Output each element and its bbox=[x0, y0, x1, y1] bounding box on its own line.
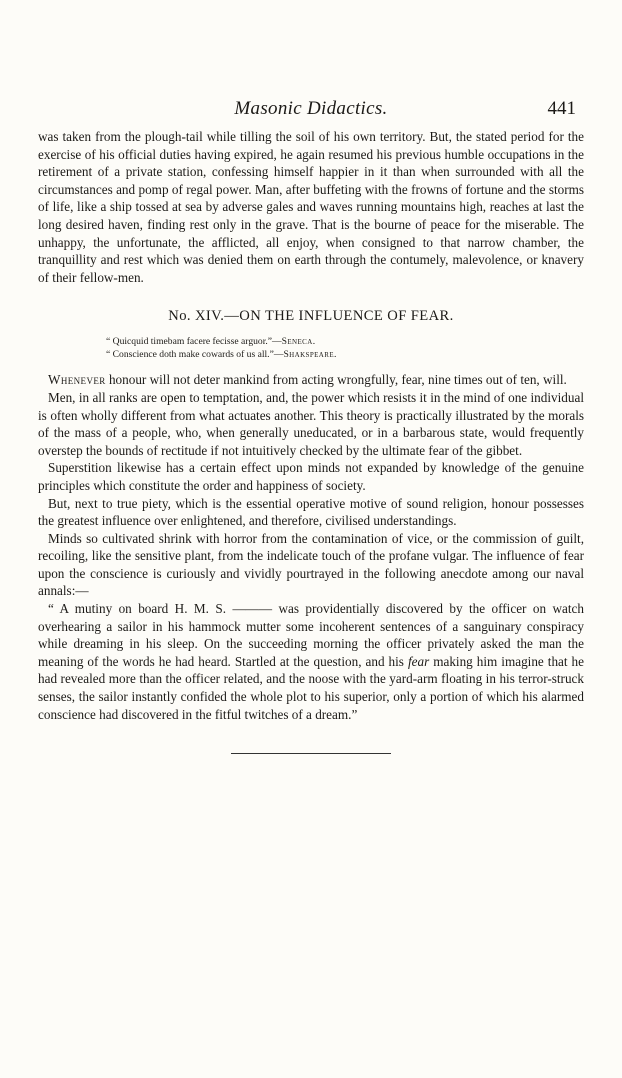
running-head bbox=[38, 98, 584, 128]
end-rule bbox=[231, 753, 391, 754]
running-title: Masonic Didactics. bbox=[234, 98, 388, 119]
opening-word: Whenever bbox=[48, 372, 106, 388]
page-number: 441 bbox=[547, 98, 576, 119]
essay-paragraph-3: Superstition likewise has a certain effect upon minds not expanded by knowledge of the genuine principles which constitute the order and happiness of society. bbox=[38, 460, 584, 493]
epigraphs bbox=[106, 335, 584, 361]
epigraph-author: Seneca. bbox=[281, 336, 316, 348]
essay-paragraph-4: But, next to true piety, which is the essential operative motive of sound religion, honour possesses the greatest influence over enlightened, and therefore, civilised understandings. bbox=[38, 495, 584, 529]
essay-paragraph-2: Men, in all ranks are open to temptation, and, the power which resists it in the mind of one individual is often wholly different from what actuates another. This theory is practically illustrated by the morals of the mass of a people, who, when generally uneducated, or in a barbarous state, would frequently overstep the bounds of rectitude if not intuitively checked by the ultimate fear of the gibbet. bbox=[38, 389, 584, 458]
essay-paragraph-5: Minds so cultivated shrink with horror from the contamination of vice, or the commission of guilt, recoiling, like the sensitive plant, from the indelicate touch of the profane vulgar. The influence of fear upon the conscience is curiously and vividly pourtrayed in the following anecdote among our naval annals:— bbox=[38, 530, 584, 599]
essay-title: No. XIV.—ON THE INFLUENCE OF FEAR. bbox=[168, 308, 454, 325]
continuation-paragraph: was taken from the plough-tail while tilling the soil of his own territory. But, the stated period for the exercise of his official duties having expired, he again resumed his previous humble occupations in the retirement of a private station, confessing himself happier in it than when surrounded with all the circumstances and pomp of regal power. Man, after buffeting with the frowns of fortune and the storms of life, like a ship tossed at sea by adverse gales and waves running mountains high, reaches at last the long desired haven, finding rest only in the grave. That is the bourne of peace for the miserable. The unhappy, the unfortunate, the afflicted, all enjoy, when consigned to that narrow chamber, the tranquillity and rest which was denied them on earth through the contumely, malevolence, or knavery of their fellow-men. bbox=[38, 129, 584, 285]
emphasis-fear: fear bbox=[407, 653, 430, 669]
essay-paragraph-1: Whenever honour will not deter mankind from acting wrongfully, fear, nine times out of ten, will. bbox=[48, 372, 567, 388]
book-page bbox=[38, 98, 584, 754]
epigraph-author: Shakspeare. bbox=[283, 349, 337, 361]
essay-paragraph-6: “ A mutiny on board H. M. S. ——— was providentially discovered by the officer on watch overhearing a sailor in his hammock mutter some incoherent sentences of a sanguinary conspiracy while dreaming in his sleep. On the succeeding morning the officer privately asked the man the meaning of the words he had heard. Startled at the question, and his fear making him imagine that he had revealed more than the officer related, and the noose with the yard-arm floating in his terror-struck senses, the sailor instantly confided the whole plot to his superior, only a portion of which his alarmed conscience had discovered in the fitful twitches of a dream.” bbox=[38, 601, 585, 722]
epigraph-shakspeare: “ Conscience doth make cowards of us all.”—Shakspeare. bbox=[106, 349, 337, 361]
epigraph-seneca: “ Quicquid timebam facere fecisse arguor.”—Seneca. bbox=[106, 336, 316, 348]
